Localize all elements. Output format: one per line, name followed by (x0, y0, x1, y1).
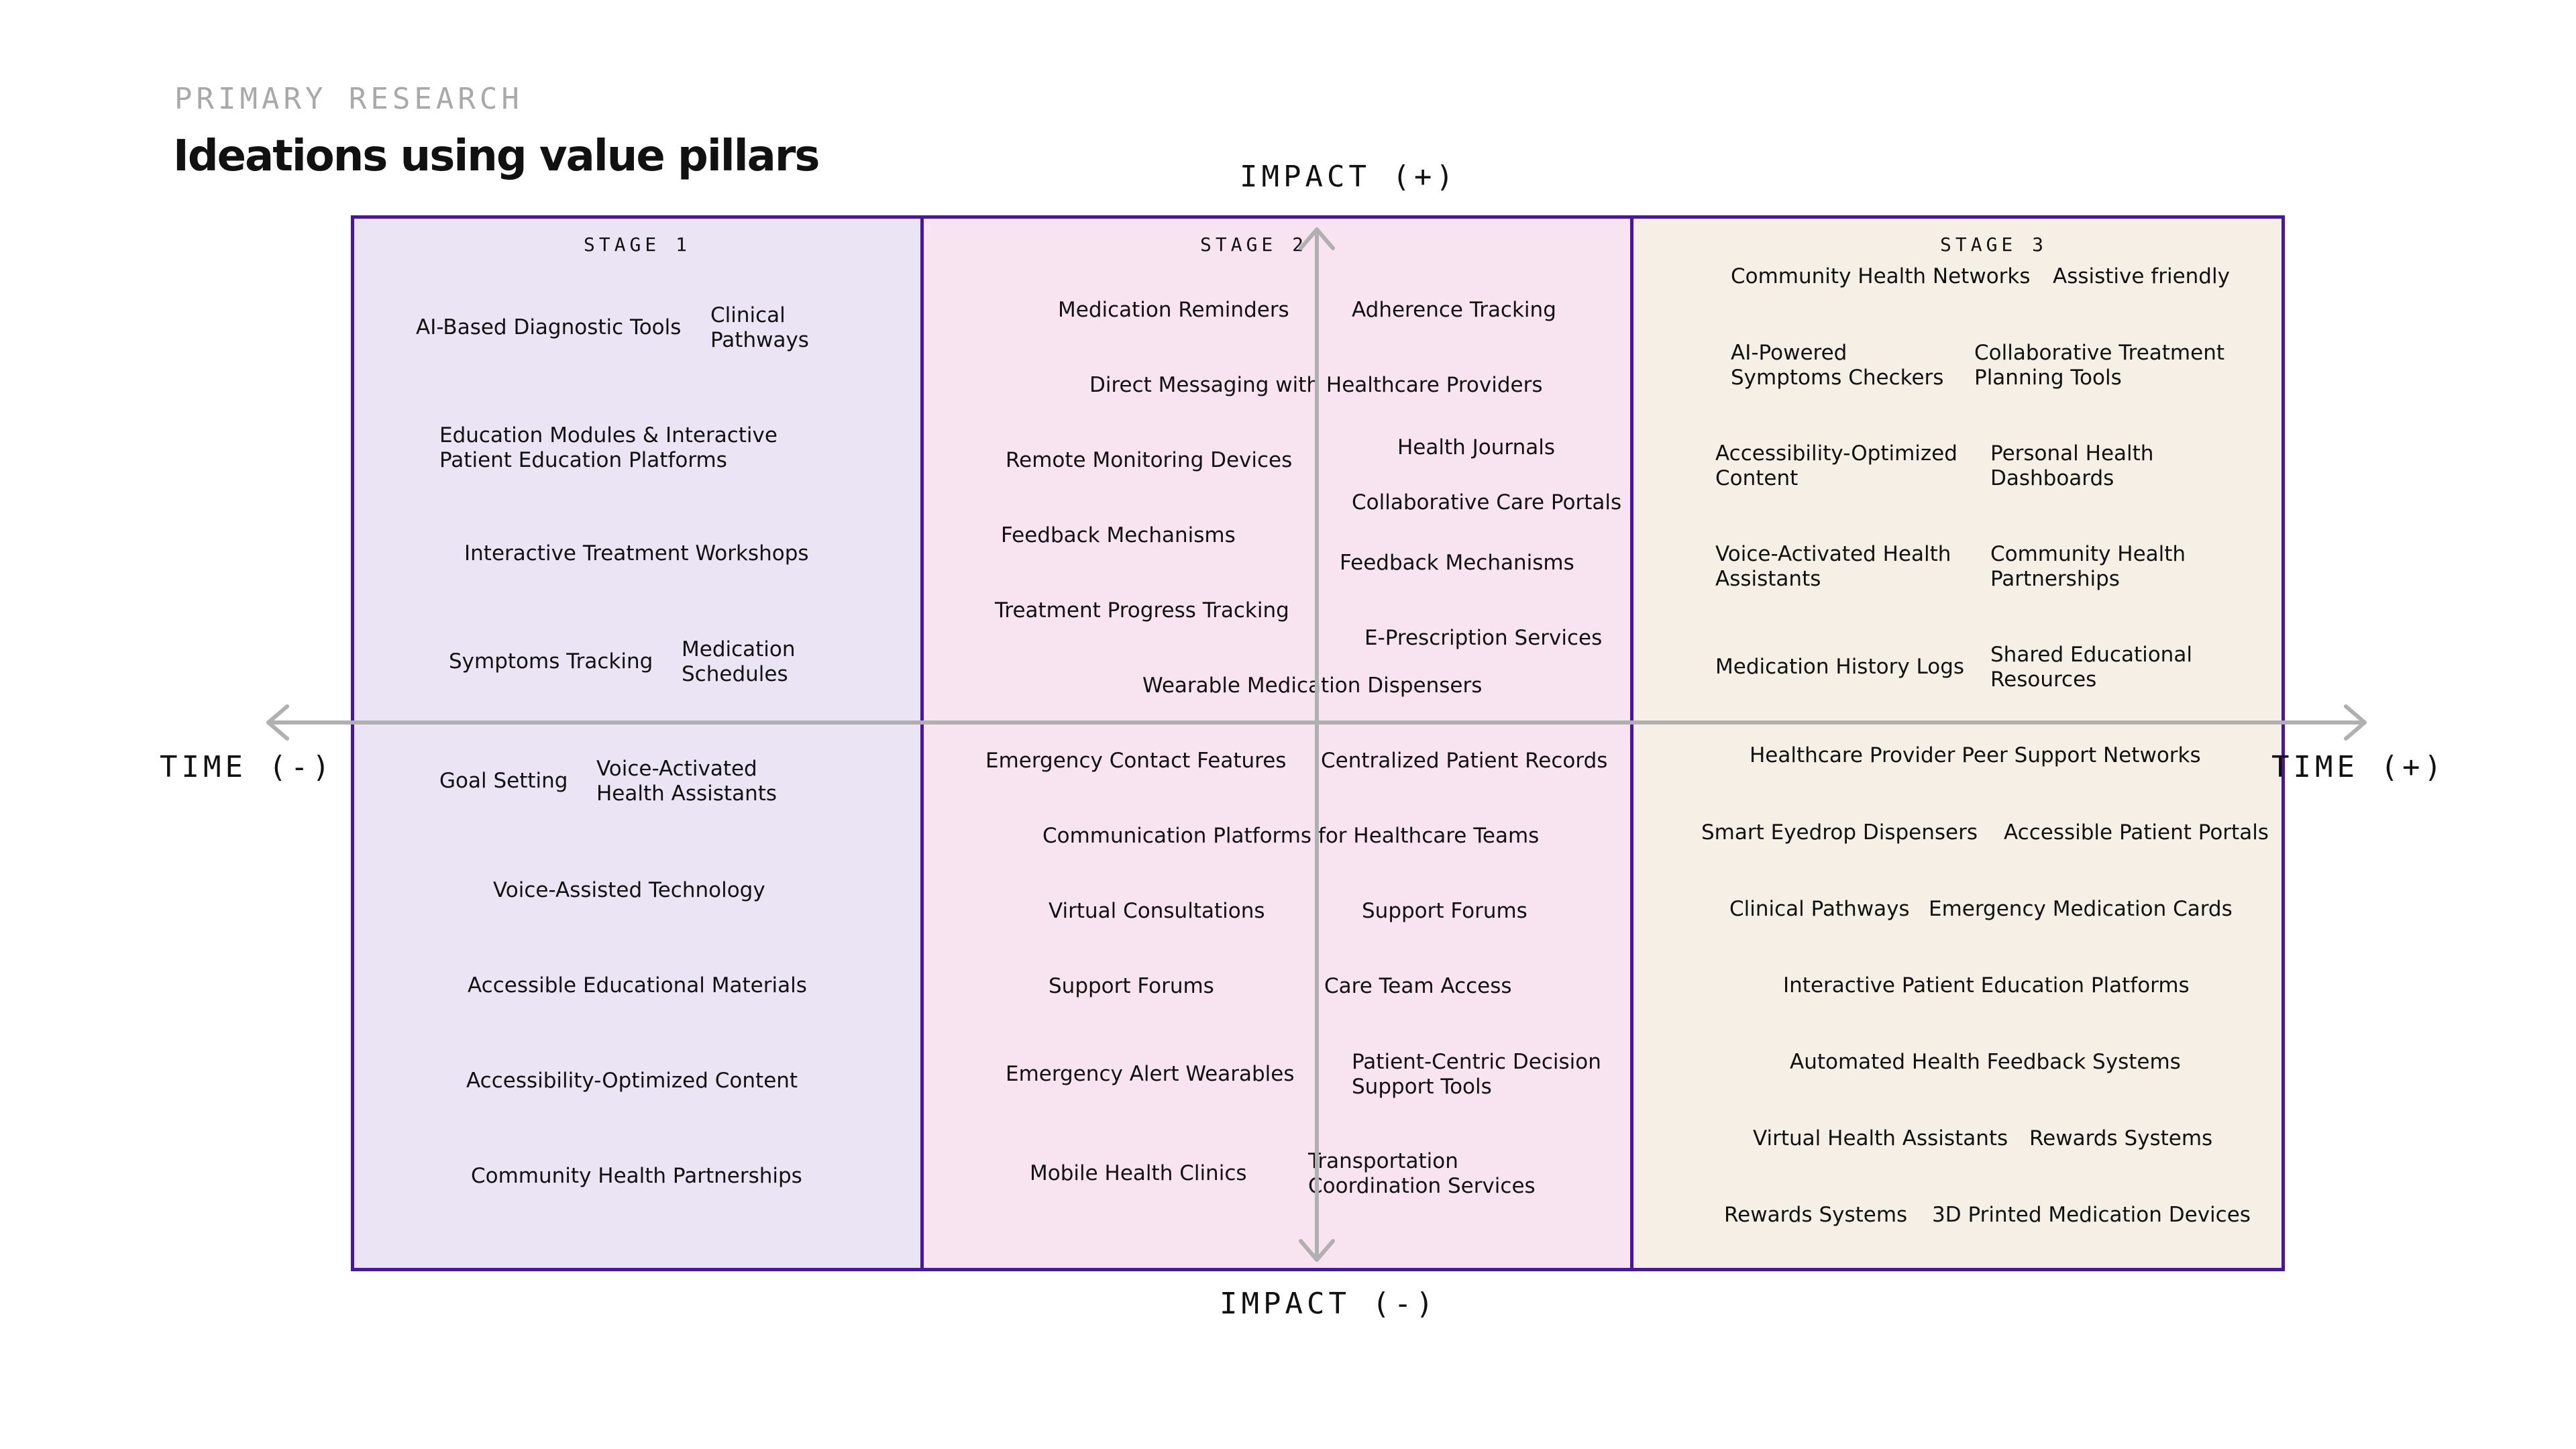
idea-item: Voice-Activated Health Assistants (1715, 542, 1951, 591)
idea-item: Community Health Partnerships (1990, 542, 2186, 591)
idea-item: Feedback Mechanisms (1340, 551, 1574, 575)
section-eyebrow: PRIMARY RESEARCH (174, 82, 523, 116)
idea-item: Personal Health Dashboards (1990, 441, 2154, 490)
idea-item: Virtual Consultations (1049, 899, 1265, 923)
idea-item: Community Health Networks (1731, 264, 2031, 288)
idea-item: Healthcare Provider Peer Support Networks (1750, 743, 2201, 767)
idea-item: 3D Printed Medication Devices (1932, 1203, 2251, 1227)
idea-item: Accessible Educational Materials (468, 973, 807, 998)
idea-item: Accessibility-Optimized Content (1715, 441, 1957, 490)
idea-item: Rewards Systems (1724, 1203, 1908, 1227)
idea-item: Collaborative Treatment Planning Tools (1974, 341, 2224, 390)
stage-3-title: STAGE 3 (1940, 233, 2048, 256)
idea-item: Centralized Patient Records (1321, 749, 1608, 773)
idea-item: Emergency Alert Wearables (1006, 1062, 1295, 1086)
idea-item: Rewards Systems (2029, 1126, 2213, 1150)
idea-item: Support Forums (1362, 899, 1527, 923)
idea-item: Support Forums (1049, 974, 1214, 998)
idea-item: Communication Platforms for Healthcare Teams (1042, 824, 1540, 848)
idea-item: Wearable Medication Dispensers (1142, 674, 1483, 698)
idea-item: Feedback Mechanisms (1001, 523, 1236, 547)
idea-item: Accessible Patient Portals (2004, 820, 2269, 845)
idea-item: Remote Monitoring Devices (1006, 448, 1293, 472)
idea-item: Care Team Access (1324, 974, 1512, 998)
idea-item: Medication Reminders (1058, 298, 1289, 322)
idea-item: Accessibility-Optimized Content (466, 1069, 798, 1093)
stage-1-title: STAGE 1 (583, 233, 691, 256)
idea-item: Assistive friendly (2053, 264, 2230, 288)
idea-item: Automated Health Feedback Systems (1790, 1050, 2181, 1074)
idea-item: Shared Educational Resources (1990, 643, 2192, 692)
idea-item: Health Journals (1397, 435, 1556, 460)
stage-2-title: STAGE 2 (1200, 233, 1308, 256)
idea-item: AI-Powered Symptoms Checkers (1731, 341, 1944, 390)
impact-negative-label: IMPACT (-) (1220, 1287, 1438, 1321)
idea-item: Medication History Logs (1715, 655, 1965, 679)
idea-item: Virtual Health Assistants (1753, 1126, 2008, 1150)
idea-item: E-Prescription Services (1364, 626, 1603, 650)
page-title: Ideations using value pillars (173, 131, 819, 181)
idea-item: Voice-Activated Health Assistants (596, 757, 777, 806)
idea-item: Community Health Partnerships (471, 1164, 802, 1188)
idea-item: Interactive Patient Education Platforms (1783, 973, 2190, 998)
idea-item: Transportation Coordination Services (1308, 1149, 1536, 1198)
idea-item: Emergency Medication Cards (1929, 897, 2233, 921)
idea-item: Medication Schedules (682, 637, 796, 686)
idea-item: Collaborative Care Portals (1352, 490, 1622, 515)
idea-item: Patient-Centric Decision Support Tools (1352, 1050, 1601, 1099)
idea-item: Direct Messaging with Healthcare Providers (1089, 373, 1543, 397)
idea-item: Clinical Pathways (1729, 897, 1910, 921)
idea-item: Goal Setting (439, 769, 568, 793)
idea-item: Voice-Assisted Technology (493, 878, 765, 902)
time-negative-label: TIME (-) (160, 750, 334, 784)
idea-item: Clinical Pathways (710, 303, 809, 352)
idea-item: Adherence Tracking (1352, 298, 1556, 322)
idea-item: Smart Eyedrop Dispensers (1701, 820, 1978, 845)
idea-item: Mobile Health Clinics (1030, 1161, 1247, 1185)
time-positive-label: TIME (+) (2271, 750, 2446, 784)
idea-item: Treatment Progress Tracking (995, 598, 1289, 623)
idea-item: Symptoms Tracking (449, 649, 653, 674)
idea-item: Emergency Contact Features (985, 749, 1287, 773)
idea-item: Interactive Treatment Workshops (464, 541, 809, 566)
impact-positive-label: IMPACT (+) (1240, 160, 1458, 194)
idea-item: Education Modules & Interactive Patient Education Platforms (439, 423, 777, 472)
idea-item: AI-Based Diagnostic Tools (416, 315, 682, 339)
